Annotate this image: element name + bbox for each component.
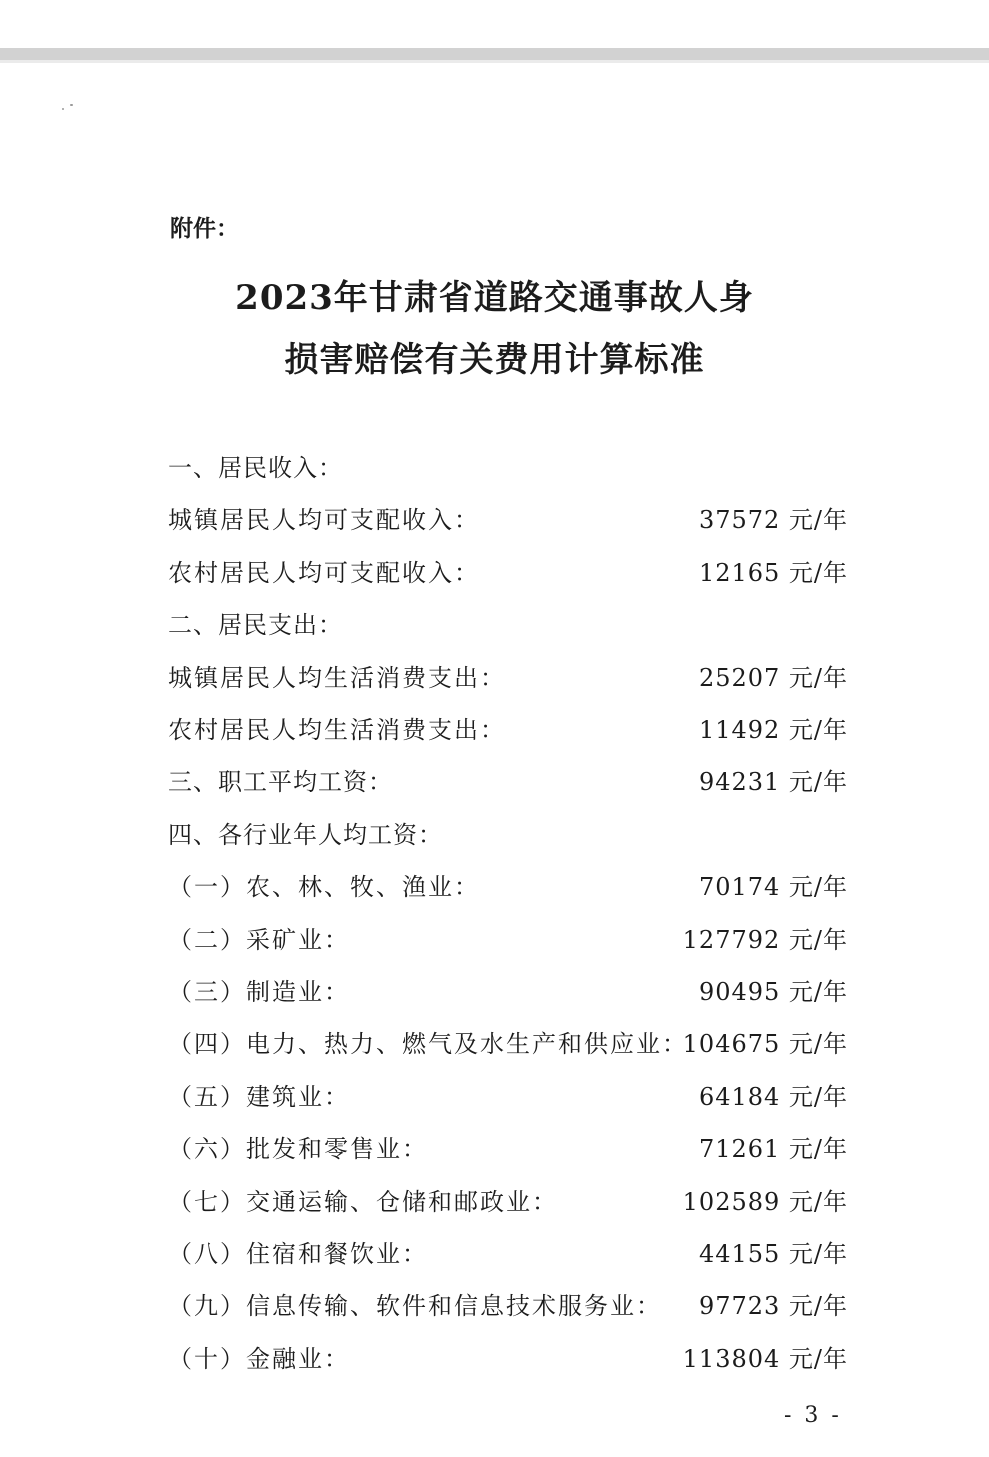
list-item xyxy=(168,922,848,958)
item-label: （六）批发和零售业： xyxy=(168,1135,428,1163)
item-label: （三）制造业： xyxy=(168,978,350,1006)
section-heading: 一、居民收入： xyxy=(168,454,343,482)
item-value: 71261 元/年 xyxy=(698,1135,848,1163)
section-heading-row xyxy=(168,450,848,486)
item-value: 25207 元/年 xyxy=(698,664,848,692)
section-heading: 二、居民支出： xyxy=(168,611,343,639)
item-label: 农村居民人均可支配收入： xyxy=(168,559,480,587)
item-value: 37572 元/年 xyxy=(698,506,848,534)
list-item xyxy=(168,974,848,1010)
scan-speck xyxy=(70,104,73,106)
list-item xyxy=(168,1236,848,1272)
item-value: 94231 元/年 xyxy=(698,768,848,796)
item-value: 104675 元/年 xyxy=(682,1030,848,1058)
item-label: （七）交通运输、仓储和邮政业： xyxy=(168,1188,558,1216)
scan-top-band xyxy=(0,48,989,60)
section-heading-row xyxy=(168,817,848,853)
page-number: - 3 - xyxy=(784,1403,842,1428)
section-heading-row xyxy=(168,607,848,643)
list-item xyxy=(168,1341,848,1377)
list-item xyxy=(168,1079,848,1115)
section-heading: 四、各行业年人均工资： xyxy=(168,821,443,849)
list-item xyxy=(168,869,848,905)
item-value: 64184 元/年 xyxy=(698,1083,848,1111)
item-label: 农村居民人均生活消费支出： xyxy=(168,716,506,744)
item-value: 102589 元/年 xyxy=(682,1188,848,1216)
attachment-label: 附件： xyxy=(170,216,239,242)
scan-speck xyxy=(62,108,64,110)
item-value: 90495 元/年 xyxy=(698,978,848,1006)
list-item xyxy=(168,1131,848,1167)
scan-top-band-edge xyxy=(0,60,989,63)
item-label: （八）住宿和餐饮业： xyxy=(168,1240,428,1268)
list-item xyxy=(168,660,848,696)
list-item xyxy=(168,1184,848,1220)
item-value: 44155 元/年 xyxy=(698,1240,848,1268)
item-label: （一）农、林、牧、渔业： xyxy=(168,873,480,901)
list-item xyxy=(168,1026,848,1062)
item-label: （二）采矿业： xyxy=(168,926,350,954)
item-label: （五）建筑业： xyxy=(168,1083,350,1111)
list-item xyxy=(168,502,848,538)
section-heading: 三、职工平均工资： xyxy=(168,768,393,796)
item-value: 70174 元/年 xyxy=(698,873,848,901)
item-value: 11492 元/年 xyxy=(698,716,848,744)
item-label: （四）电力、热力、燃气及水生产和供应业： xyxy=(168,1030,688,1058)
document-title-line-1: 2023年甘肃省道路交通事故人身 xyxy=(235,278,754,318)
list-item xyxy=(168,712,848,748)
document-title-line-2: 损害赔偿有关费用计算标准 xyxy=(284,340,705,380)
item-value: 12165 元/年 xyxy=(698,559,848,587)
item-label: （九）信息传输、软件和信息技术服务业： xyxy=(168,1292,662,1320)
item-label: 城镇居民人均可支配收入： xyxy=(168,506,480,534)
section-heading-row xyxy=(168,764,848,800)
list-item xyxy=(168,555,848,591)
item-label: 城镇居民人均生活消费支出： xyxy=(168,664,506,692)
list-item xyxy=(168,1288,848,1324)
item-value: 127792 元/年 xyxy=(682,926,848,954)
item-label: （十）金融业： xyxy=(168,1345,350,1373)
item-value: 113804 元/年 xyxy=(682,1345,848,1373)
item-value: 97723 元/年 xyxy=(698,1292,848,1320)
